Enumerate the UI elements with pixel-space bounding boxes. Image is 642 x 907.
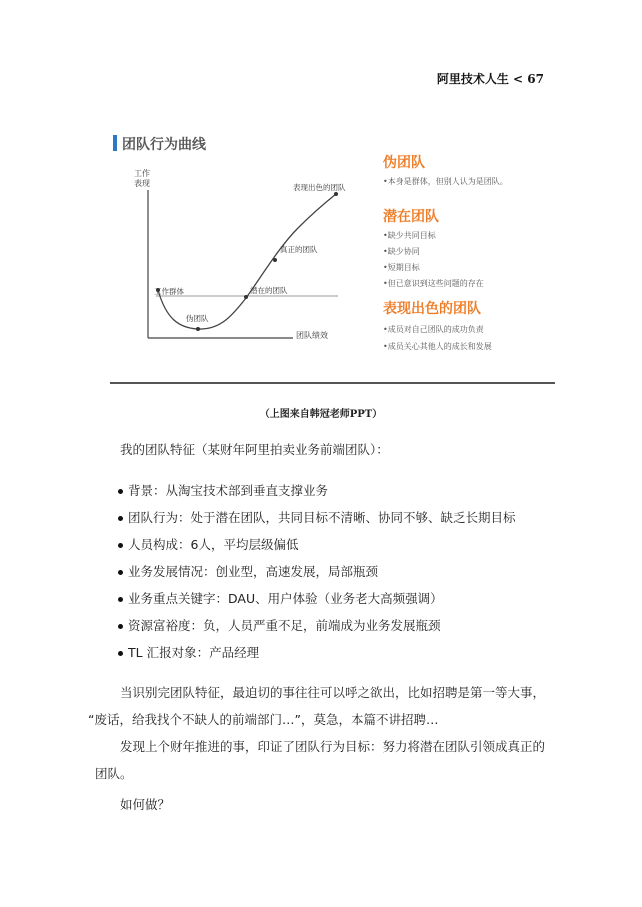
paragraph-1-line-1: 当识别完团队特征，最迫切的事往往可以呼之欲出，比如招聘是第一等大事， <box>120 685 546 700</box>
label-work-group: 工作群体 <box>154 287 184 296</box>
figure-caption: （上图来自韩冠老师PPT） <box>259 409 383 420</box>
point-outstanding-team <box>334 192 338 196</box>
paragraph-2-line-2: 团队。 <box>95 766 133 781</box>
list-item: 资源富裕度：负，人员严重不足，前端成为业务发展瓶颈 <box>118 616 516 643</box>
label-real-team: 真正的团队 <box>280 245 318 254</box>
legend-item: •短期目标 <box>383 263 420 272</box>
team-behavior-curve-chart <box>108 150 368 355</box>
list-item: 团队行为：处于潜在团队，共同目标不清晰、协同不够、缺乏长期目标 <box>118 508 516 535</box>
legend-item: •成员关心其他人的成长和发展 <box>383 342 492 351</box>
list-item: 背景：从淘宝技术部到垂直支撑业务 <box>118 481 516 508</box>
label-pseudo-team: 伪团队 <box>186 314 209 323</box>
figure-bottom-rule <box>110 382 555 384</box>
legend-pseudo-team <box>383 152 508 187</box>
legend-item: •但已意识到这些问题的存在 <box>383 279 484 288</box>
point-potential-team <box>244 295 248 299</box>
y-axis-label-1: 工作 <box>134 169 150 178</box>
page-header: 阿里技术人生 < 67 <box>436 72 544 86</box>
legend-title: 表现出色的团队 <box>383 301 481 317</box>
list-item: 业务发展情况：创业型，高速发展，局部瓶颈 <box>118 562 516 589</box>
label-outstanding-team: 表现出色的团队 <box>293 183 346 192</box>
team-curve-line <box>158 194 336 329</box>
legend-title: 潜在团队 <box>383 209 439 225</box>
legend-item: •缺少协同 <box>383 247 420 256</box>
intro-paragraph: 我的团队特征（某财年阿里拍卖业务前端团队）： <box>120 442 389 457</box>
legend-item: •成员对自己团队的成功负责 <box>383 325 484 334</box>
bullet-dot-icon <box>118 624 123 629</box>
bullet-dot-icon <box>118 570 123 575</box>
paragraph-1-line-2: “废话，给我找个不缺人的前端部门…”，莫急，本篇不讲招聘… <box>88 712 439 727</box>
legend-outstanding-team <box>383 298 492 352</box>
bullet-dot-icon <box>118 543 123 548</box>
legend-item: •本身是群体，但别人认为是团队。 <box>383 177 508 186</box>
legend-item: •缺少共同目标 <box>383 231 436 240</box>
list-item: 人员构成：6人，平均层级偏低 <box>118 535 516 562</box>
list-item: 业务重点关键字：DAU、用户体验（业务老大高频强调） <box>118 589 516 616</box>
x-axis-label: 团队绩效 <box>296 331 328 340</box>
bullet-list <box>118 481 516 670</box>
paragraph-2-line-1: 发现上个财年推进的事，印证了团队行为目标：努力将潜在团队引领成真正的 <box>120 739 546 754</box>
bullet-dot-icon <box>118 597 123 602</box>
bullet-dot-icon <box>118 651 123 656</box>
legend-potential-team <box>383 206 484 289</box>
legend-title: 伪团队 <box>383 155 425 171</box>
bullet-dot-icon <box>118 516 123 521</box>
figure-title: 团队行为曲线 <box>122 137 206 153</box>
figure-title-bar <box>113 135 117 151</box>
label-potential-team: 潜在的团队 <box>250 286 288 295</box>
point-real-team <box>273 258 277 262</box>
paragraph-3: 如何做？ <box>120 797 171 812</box>
point-pseudo-team <box>196 327 200 331</box>
list-item: TL 汇报对象：产品经理 <box>118 643 516 670</box>
bullet-dot-icon <box>118 489 123 494</box>
y-axis-label-2: 表现 <box>134 179 150 188</box>
